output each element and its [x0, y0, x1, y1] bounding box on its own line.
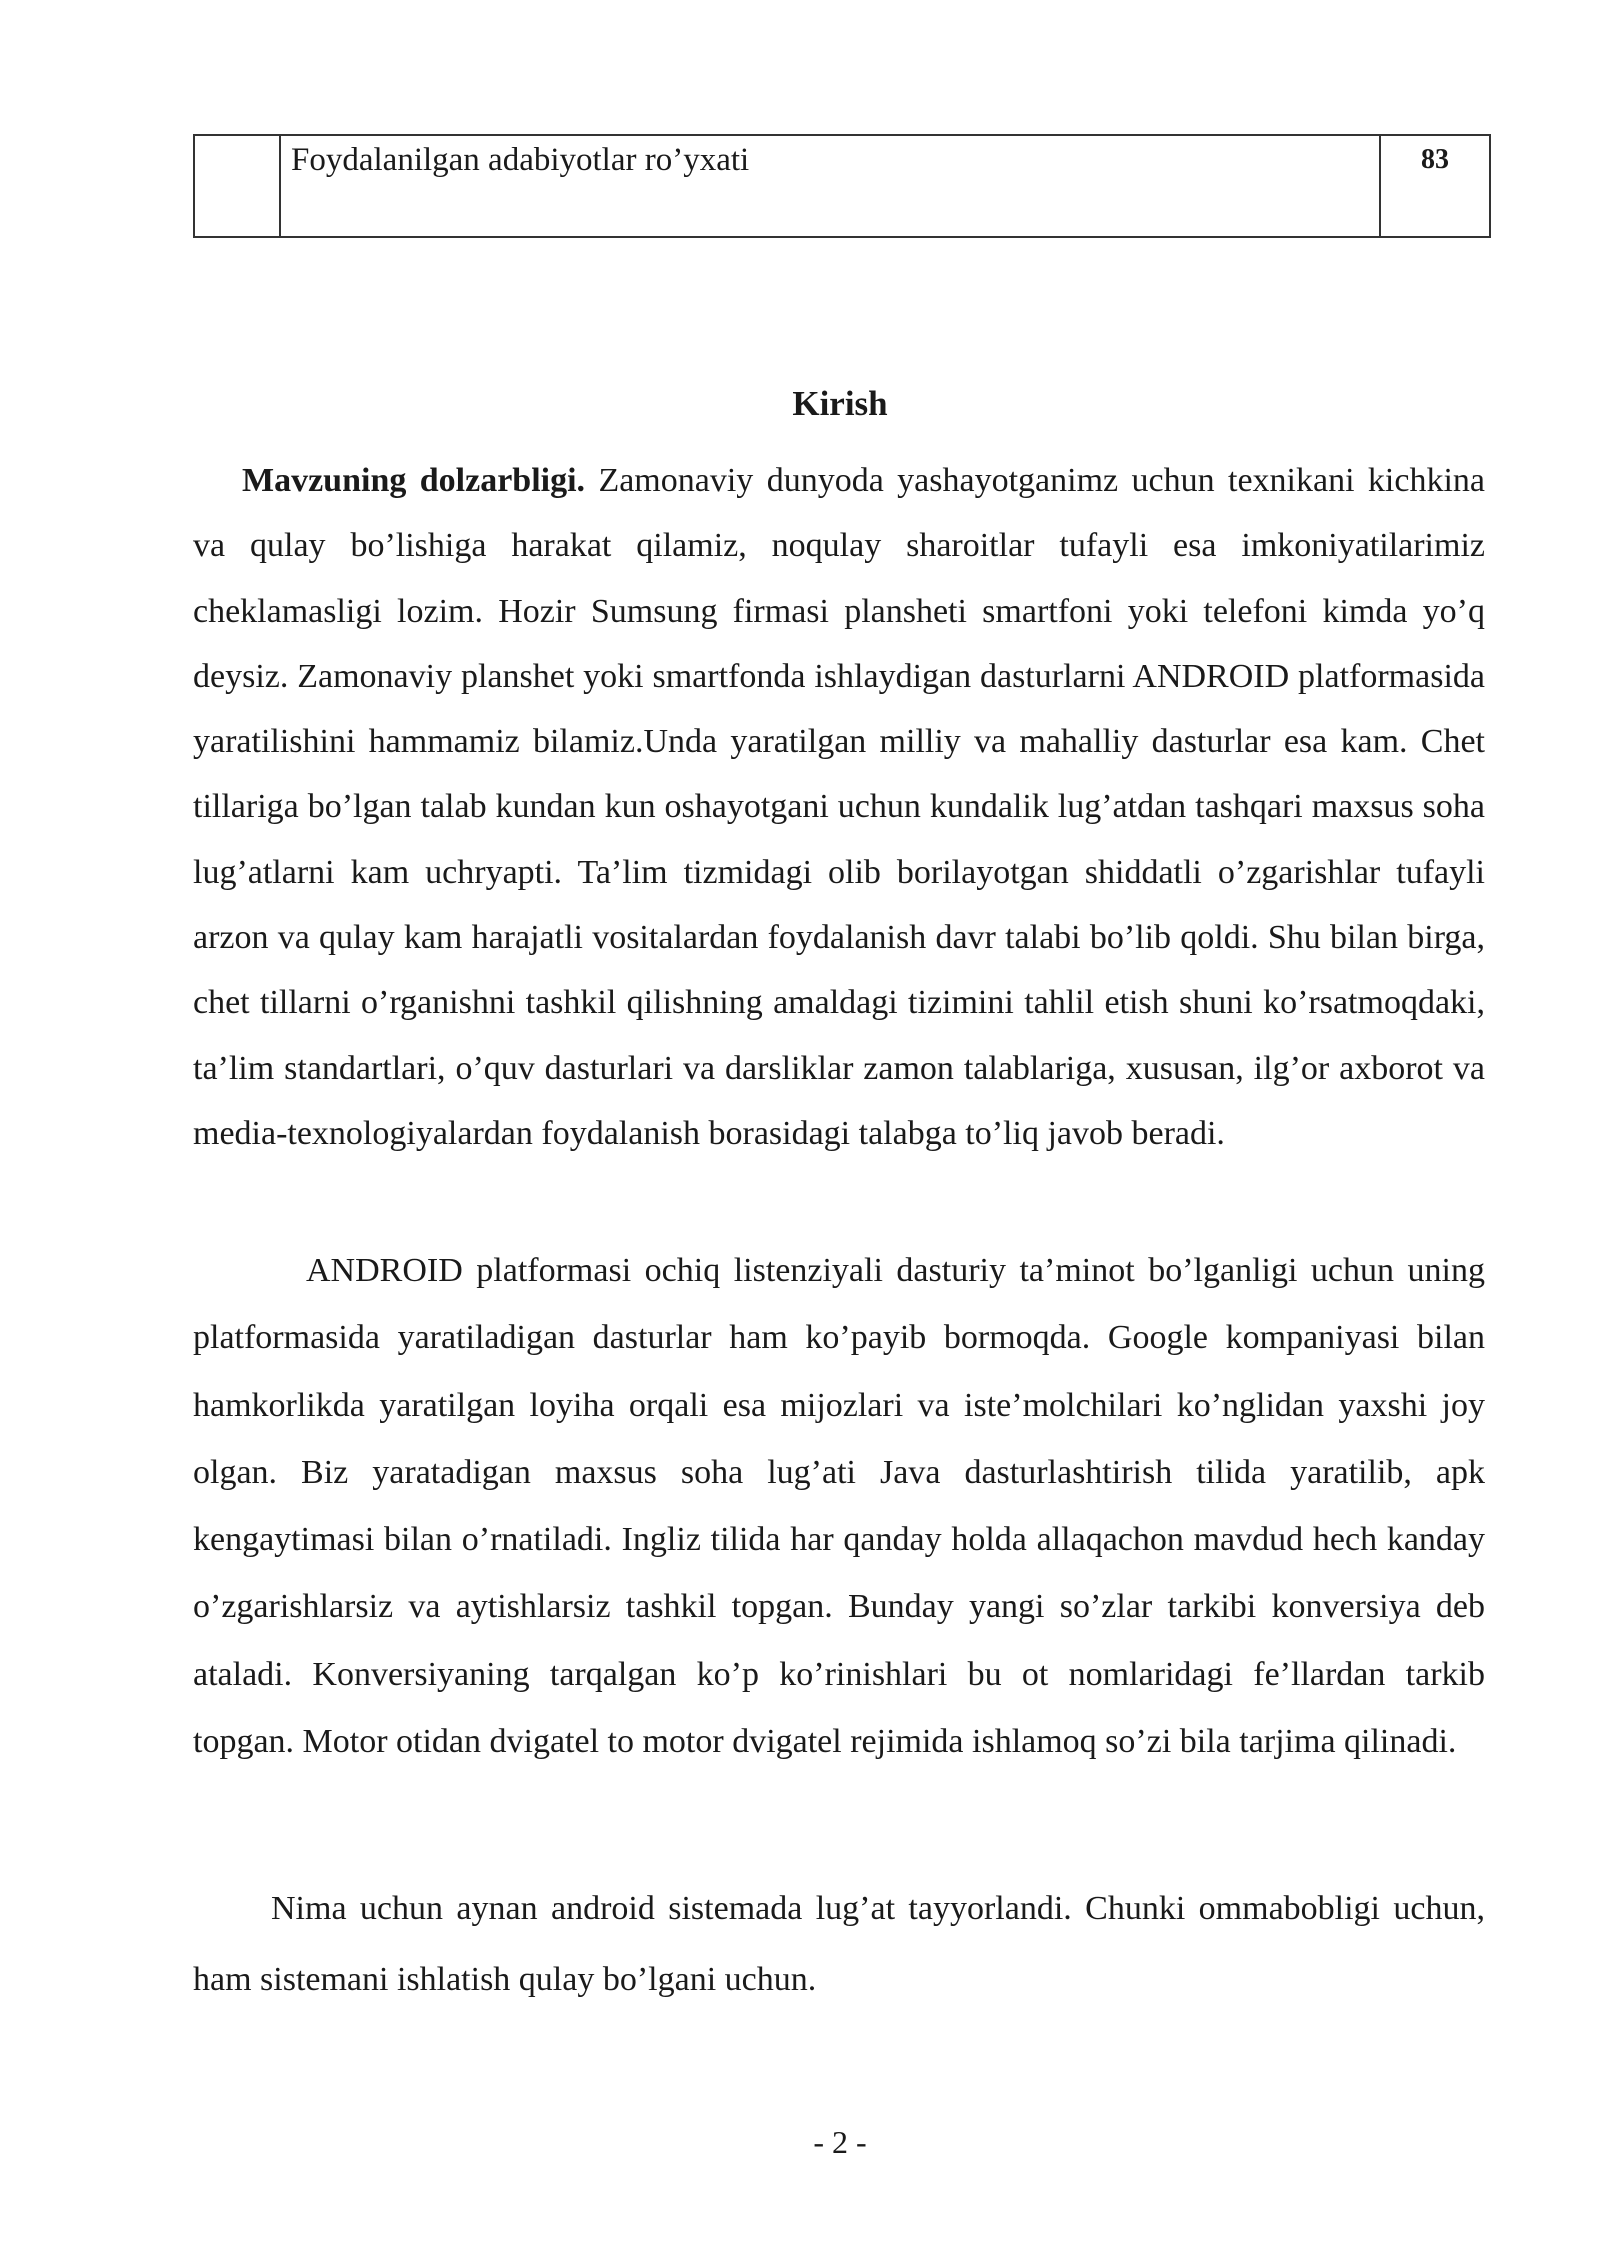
- toc-table: [193, 134, 1491, 238]
- paragraph-android: ANDROID platformasi ochiq listenziyali dasturiy ta’minot bo’lganligi uchun uning platformasida yaratiladigan dasturlar ham ko’payib bormoqda. Google kompaniyasi bilan hamkorlikda yaratilgan loyiha orqali esa mijozlari va iste’molchilari ko’nglidan yaxshi joy olgan. Biz yaratadigan maxsus soha lug’ati Java dasturlashtirish tilida yaratilib, apk kengaytimasi bilan o’rnatiladi. Ingliz tilida har qanday holda allaqachon mavdud hech kanday o’zgarishlarsiz va aytishlarsiz tashkil topgan. Bunday yangi so’zlar tarkibi konversiya deb ataladi. Konversiyaning tarqalgan ko’p ko’rinishlari bu ot nomlaridagi fe’llardan tarkib topgan. Motor otidan dvigatel to motor dvigatel rejimida ishlamoq so’zi bila tarjima qilinadi.: [193, 1252, 1485, 1761]
- paragraph-relevance: [193, 448, 1485, 1166]
- page-number: - 2 -: [813, 2124, 867, 2160]
- paragraph-why-android: Nima uchun aynan android sistemada lug’at tayyorlandi. Chunki ommabobligi uchun, ham sistemani ishlatish qulay bo’lgani uchun.: [193, 1890, 1485, 1998]
- paragraph-lead: Mavzuning dolzarbligi.: [242, 462, 586, 499]
- toc-entry-number: [194, 135, 280, 237]
- toc-entry-title: Foydalanilgan adabiyotlar ro’yxati: [280, 135, 1380, 237]
- section-heading: Kirish: [792, 384, 888, 423]
- paragraph-body: Zamonaviy dunyoda yashayotganimz uchun texnikani kichkina va qulay bo’lishiga harakat qilamiz, noqulay sharoitlar tufayli esa imkoniyatilarimiz cheklamasligi lozim. Hozir Sumsung firmasi plansheti smartfoni yoki telefoni kimda yo’q deysiz. Zamonaviy planshet yoki smartfonda ishlaydigan dasturlarni ANDROID platformasida yaratilishini hammamiz bilamiz.Unda yaratilgan milliy va mahalliy dasturlar esa kam. Chet tillariga bo’lgan talab kundan kun oshayotgani uchun kundalik lug’atdan tashqari maxsus soha lug’atlarni kam uchryapti. Ta’lim tizmidagi olib borilayotgan shiddatli o’zgarishlar tufayli arzon va qulay kam harajatli vositalardan foydalanish davr talabi bo’lib qoldi. Shu bilan birga, chet tillarni o’rganishni tashkil qilishning amaldagi tizimini tahlil etish shuni ko’rsatmoqdaki, ta’lim standartlari, o’quv dasturlari va darsliklar zamon talablariga, xususan, ilg’or axborot va media-texnologiyalardan foydalanish borasidagi talabga to’liq javob beradi.: [193, 462, 1485, 1152]
- toc-entry-page: 83: [1380, 135, 1490, 237]
- toc-row: [194, 135, 1490, 237]
